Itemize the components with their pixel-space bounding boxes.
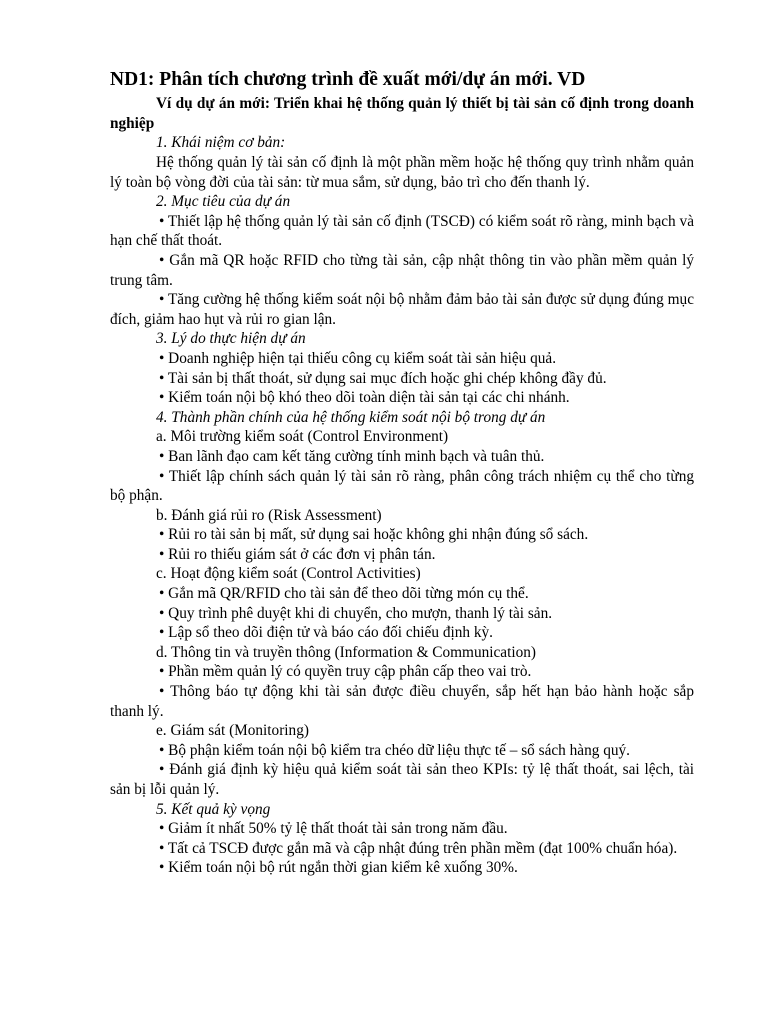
document-subtitle: Ví dụ dự án mới: Triển khai hệ thống quản lý thiết bị tài sản cố định trong doanh nghiệp — [110, 95, 694, 132]
section-4c-bullet: • Lập sổ theo dõi điện tử và báo cáo đối chiếu định kỳ. — [159, 624, 493, 642]
section-4a-label: a. Môi trường kiểm soát (Control Environment) — [156, 428, 449, 446]
section-5-bullet: • Giảm ít nhất 50% tỷ lệ thất thoát tài sản trong năm đầu. — [159, 820, 508, 838]
section-4b-bullet: • Rủi ro thiếu giám sát ở các đơn vị phân tán. — [159, 545, 436, 563]
section-2-bullet: • Thiết lập hệ thống quản lý tài sản cố định (TSCĐ) có kiểm soát rõ ràng, minh bạch và hạn chế thất thoát. — [110, 212, 694, 250]
document-title: ND1: Phân tích chương trình đề xuất mới/dự án mới. VD — [110, 69, 586, 90]
section-2-heading: 2. Mục tiêu của dự án — [156, 193, 291, 211]
section-1-heading: 1. Khái niệm cơ bản: — [156, 134, 286, 152]
section-4b-label: b. Đánh giá rủi ro (Risk Assessment) — [156, 506, 382, 524]
section-4c-label: c. Hoạt động kiểm soát (Control Activities) — [156, 565, 421, 583]
section-4d-label: d. Thông tin và truyền thông (Information & Communication) — [156, 643, 536, 661]
section-4c-bullet: • Gắn mã QR/RFID cho tài sản để theo dõi từng món cụ thể. — [159, 585, 529, 603]
section-4e-bullet: • Bộ phận kiểm toán nội bộ kiểm tra chéo dữ liệu thực tế – sổ sách hàng quý. — [159, 741, 630, 759]
section-4b-bullet: • Rủi ro tài sản bị mất, sử dụng sai hoặc không ghi nhận đúng sổ sách. — [159, 526, 589, 544]
section-5-bullet: • Tất cả TSCĐ được gắn mã và cập nhật đúng trên phần mềm (đạt 100% chuẩn hóa). — [159, 839, 678, 857]
section-3-heading: 3. Lý do thực hiện dự án — [156, 330, 306, 348]
section-3-bullet: • Tài sản bị thất thoát, sử dụng sai mục đích hoặc ghi chép không đầy đủ. — [159, 369, 607, 387]
document-body — [110, 66, 694, 878]
section-5-bullet: • Kiểm toán nội bộ rút ngắn thời gian kiểm kê xuống 30%. — [159, 859, 518, 877]
section-2-bullet: • Gắn mã QR hoặc RFID cho từng tài sản, cập nhật thông tin vào phần mềm quản lý trung tâm. — [110, 251, 694, 289]
section-4c-bullet: • Quy trình phê duyệt khi di chuyển, cho mượn, thanh lý tài sản. — [159, 604, 553, 622]
section-3-bullet: • Doanh nghiệp hiện tại thiếu công cụ kiểm soát tài sản hiệu quả. — [159, 349, 557, 367]
section-4d-bullet: • Phần mềm quản lý có quyền truy cập phân cấp theo vai trò. — [159, 663, 532, 681]
section-4e-label: e. Giám sát (Monitoring) — [156, 722, 309, 740]
section-4e-bullet: • Đánh giá định kỳ hiệu quả kiểm soát tài sản theo KPIs: tỷ lệ thất thoát, sai lệch, tài sản bị lỗi quản lý. — [110, 761, 694, 798]
section-4a-bullet: • Thiết lập chính sách quản lý tài sản rõ ràng, phân công trách nhiệm cụ thể cho từng bộ phận. — [110, 467, 694, 505]
section-5-heading: 5. Kết quả kỳ vọng — [156, 800, 271, 818]
section-1-text: Hệ thống quản lý tài sản cố định là một phần mềm hoặc hệ thống quy trình nhằm quản lý toàn bộ vòng đời của tài sản: từ mua sắm, sử dụng, bảo trì cho đến thanh lý. — [110, 154, 694, 191]
section-4-heading: 4. Thành phần chính của hệ thống kiểm soát nội bộ trong dự án — [156, 408, 546, 426]
section-2-bullet: • Tăng cường hệ thống kiểm soát nội bộ nhằm đảm bảo tài sản được sử dụng đúng mục đích, giảm hao hụt và rủi ro gian lận. — [110, 291, 694, 328]
section-3-bullet: • Kiểm toán nội bộ khó theo dõi toàn diện tài sản tại các chi nhánh. — [159, 389, 570, 407]
section-4d-bullet: • Thông báo tự động khi tài sản được điều chuyển, sắp hết hạn bảo hành hoặc sắp thanh lý. — [110, 683, 694, 720]
section-4a-bullet: • Ban lãnh đạo cam kết tăng cường tính minh bạch và tuân thủ. — [159, 447, 545, 465]
